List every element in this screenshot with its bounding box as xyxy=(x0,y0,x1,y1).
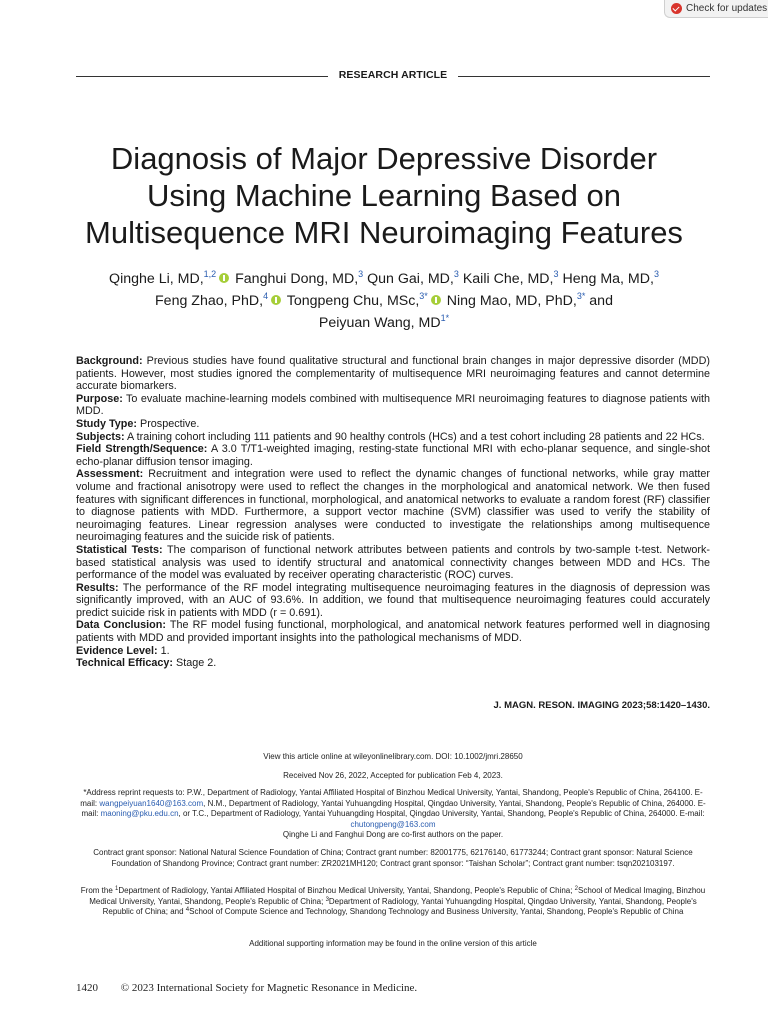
abstract-text: A 3.0 T/T1-weighted imaging, resting-state functional MRI with echo-planar sequence, and single-shot echo-planar diffusion tensor imaging. xyxy=(76,443,710,468)
section-label: RESEARCH ARTICLE xyxy=(338,69,448,81)
abstract-label: Field Strength/Sequence: xyxy=(76,443,208,456)
abstract-paragraph xyxy=(76,619,710,644)
received-text: Received Nov 26, 2022, Accepted for publication Feb 4, 2023. xyxy=(283,771,503,780)
address-part: , or T.C., Department of Radiology, Yantai Yuhuangding Hospital, Qingdao University, Yantai, Shandong, People's Republic of China, 264000. E-mail: xyxy=(178,809,705,819)
author-list: Qinghe Li, MD,$^{1,2}$ Fanghui Dong, MD,$^3$ Qun Gai, MD,$^3$ Kaili Che, MD,$^3$ Heng Ma, MD,$^3$ Feng Zhao, PhD,$^4$ Tongpeng Chu, MSc,$^{3*}$ Ning Mao, MD, PhD,$^{3*}$ and Peiyuan Wang, $MD^{1*}$ xyxy=(109,269,659,331)
page-footer xyxy=(76,982,437,994)
affiliations xyxy=(76,886,710,918)
grant-info xyxy=(76,848,710,869)
abstract-paragraph xyxy=(76,355,710,393)
address-part: *Address reprint requests to: P.W., Department of Radiology, Yantai Affiliated Hospital of Binzhou Medical University, Yantai, Shandong, People's Republic of China, 264100. E-mail: xyxy=(80,788,703,808)
author-affiliation-sup: 1* xyxy=(440,313,450,323)
abstract-label: Data Conclusion: xyxy=(76,619,166,632)
section-rule-right xyxy=(458,76,710,77)
author-name: Fanghui Dong, MD, xyxy=(235,271,359,287)
author-affiliation-sup: 3 xyxy=(653,269,659,279)
abstract-text: A training cohort including 111 patients and 90 healthy controls (HCs) and a test cohort including 28 patients and 22 HCs. xyxy=(124,430,705,443)
author-affiliation-sup: 1,2 xyxy=(203,269,217,279)
address-text xyxy=(76,788,710,830)
abstract-paragraph xyxy=(76,443,710,468)
abstract-label: Background: xyxy=(76,355,143,367)
abstract-text: The performance of the RF model integrating multisequence neuroimaging features in the diagnosis of depression was significantly improved, with an AUC of 93.6%. In addition, we found that multisequence neuroimaging features could accurately predict suicide risk in patients with MDD (r = 0.691). xyxy=(76,581,710,619)
abstract-label: Purpose: xyxy=(76,392,123,405)
online-link-text: View this article online at wileyonlinelibrary.com. DOI: 10.1002/jmri.28650 xyxy=(263,752,523,761)
affil-sup: 3 xyxy=(325,896,329,903)
abstract-text: Previous studies have found qualitative structural and functional brain changes in major depressive disorder (MDD) patients. However, most studies ignored the complementarity of multisequence MRI neuroimaging features and cannot determine accurate biomarkers. xyxy=(76,355,710,393)
abstract-paragraph xyxy=(76,468,710,544)
orcid-icon[interactable] xyxy=(431,295,441,305)
abstract-text: 1. xyxy=(157,644,170,657)
abstract-text: Prospective. xyxy=(137,417,200,430)
author-name: Tongpeng Chu, MSc, xyxy=(286,293,420,309)
page-number: 1420 xyxy=(76,982,98,994)
author-name: Ning Mao, MD, PhD, xyxy=(446,293,577,309)
check-updates-label: Check for updates xyxy=(686,3,768,14)
affil-part: From the xyxy=(80,886,116,895)
section-header xyxy=(76,69,710,83)
abstract-text: To evaluate machine-learning models combined with multisequence MRI neuroimaging features to diagnose patients with MDD. xyxy=(76,392,710,418)
abstract-label: Subjects: xyxy=(76,430,125,443)
abstract-paragraph xyxy=(76,582,710,620)
abstract-label: Study Type: xyxy=(76,417,137,430)
author-name: Qun Gai, MD, xyxy=(367,271,454,287)
author-name: Kaili Che, MD, xyxy=(462,271,554,287)
title-line: Diagnosis of Major Depressive Disorder xyxy=(110,141,658,176)
author-affiliation-sup: 4 xyxy=(263,291,269,301)
author-name: Feng Zhao, PhD, xyxy=(155,293,264,309)
affil-sup: 4 xyxy=(185,907,190,914)
abstract-label: Evidence Level: xyxy=(76,644,158,657)
author-affiliation-sup: 3 xyxy=(453,269,459,279)
orcid-icon[interactable] xyxy=(271,295,281,305)
email-link-chu[interactable]: chutongpeng@163.com xyxy=(350,819,436,829)
grant-text: Contract grant sponsor: National Natural Science Foundation of China; Contract grant number: 82001775, 62176140, 61773244; Contract grant sponsor: Natural Science Foundation of Shandong Province; Contract grant number: ZR2021MH120; Contract grant sponsor: “Taishan Scholar”; Contract grant number: tsqn202103197. xyxy=(93,848,693,868)
abstract-paragraph xyxy=(76,431,710,444)
abstract-paragraph xyxy=(76,418,710,431)
abstract-text: The comparison of functional network attributes between patients and controls by two-sample t-test. Network-based statistical analysis was used to identify structural and anatomical connectivity changes between MDD and HCs. The performance of the model was evaluated by receiver operating characteristic (ROC) curves. xyxy=(76,543,710,582)
article-title xyxy=(40,140,728,251)
affil-part: Department of Radiology, Yantai Affiliated Hospital of Binzhou Medical University, Yantai, Shandong, People's Republic of China; xyxy=(118,886,575,895)
email-link-mao[interactable]: maoning@pku.edu.cn xyxy=(100,809,179,819)
author-affiliation-sup: 3* xyxy=(419,291,428,301)
abstract-paragraph xyxy=(76,393,710,418)
check-updates-icon xyxy=(671,3,682,14)
abstract-text: The RF model fusing functional, morphological, and anatomical network features performed well in diagnosing patients with MDD and provided important insights into the pathological mechanisms of MDD. xyxy=(76,619,711,645)
orcid-icon[interactable] xyxy=(219,273,229,283)
affil-part: Department of Radiology, Yantai Yuhuangding Hospital, Qingdao University, Yantai, Shandong, People's Republic of China; and xyxy=(102,896,697,917)
correspondence xyxy=(76,788,710,841)
author-name: Heng Ma, MD, xyxy=(562,271,654,287)
section-rule-left xyxy=(76,76,328,77)
abstract-label: Technical Efficacy: xyxy=(76,657,174,670)
affil-sup: 1 xyxy=(115,886,119,892)
supporting-info xyxy=(76,939,710,950)
address-part: , N.M., Department of Radiology, Yantai Yuhuangding Hospital, Qingdao University, Yantai, Shandong, People's Republic of China, 264000. E-mail: xyxy=(81,798,706,819)
affil-part: School of Medical Imaging, Binzhou Medical University, Yantai, Shandong, People's Republic of China; xyxy=(89,886,706,906)
affil-sup: 2 xyxy=(574,886,579,892)
abstract-label: Assessment: xyxy=(76,468,144,481)
abstract-paragraph xyxy=(76,544,710,582)
affiliation-text xyxy=(76,886,710,918)
abstract-label: Statistical Tests: xyxy=(76,543,163,556)
author-name: Peiyuan Wang, MD xyxy=(318,315,441,331)
author-affiliation-sup: 3 xyxy=(358,269,364,279)
author-affiliation-sup: 3* xyxy=(576,291,586,301)
email-link-wang[interactable]: wangpeiyuan1640@163.com xyxy=(99,798,204,808)
author-name: Qinghe Li, MD, xyxy=(109,271,204,287)
title-line: Multisequence MRI Neuroimaging Features xyxy=(85,215,683,250)
check-for-updates-button[interactable] xyxy=(664,0,768,18)
abstract-label: Results: xyxy=(76,581,119,594)
journal-citation: J. MAGN. RESON. IMAGING 2023;58:1420–1430. xyxy=(493,700,710,711)
affil-part: School of Compute Science and Technology, Shandong Technology and Business University, Yantai, Shandong, People's Republic of China xyxy=(189,907,684,917)
received-date xyxy=(76,771,710,782)
abstract-paragraph xyxy=(76,657,710,670)
supporting-text: Additional supporting information may be found in the online version of this article xyxy=(249,939,537,948)
abstract-paragraph xyxy=(76,645,710,658)
online-notice xyxy=(76,752,710,763)
abstract-text: Stage 2. xyxy=(173,657,217,670)
abstract-text: Recruitment and integration were used to reflect the dynamic changes of functional networks, while gray matter volume and fractional anisotropy were used to reflect the changes in the morphological and anatomical network. We then fused features with significant differences in functional, morphological, and anatomical networks to evaluate a random forest (RF) classifier to diagnose patients with MDD. Furthermore, a support vector machine (SVM) classifier was used to verify the stability of neuroimaging features. Linear regression analyses were conducted to investigate the relationships among multisequence neuroimaging features and the suicide risk of patients. xyxy=(76,468,710,544)
abstract xyxy=(76,355,710,670)
title-line: Using Machine Learning Based on xyxy=(147,178,621,213)
author-affiliation-sup: 3 xyxy=(553,269,559,279)
cofirst-note: Qinghe Li and Fanghui Dong are co-first authors on the paper. xyxy=(282,830,504,840)
copyright: © 2023 International Society for Magnetic Resonance in Medicine. xyxy=(120,982,418,994)
